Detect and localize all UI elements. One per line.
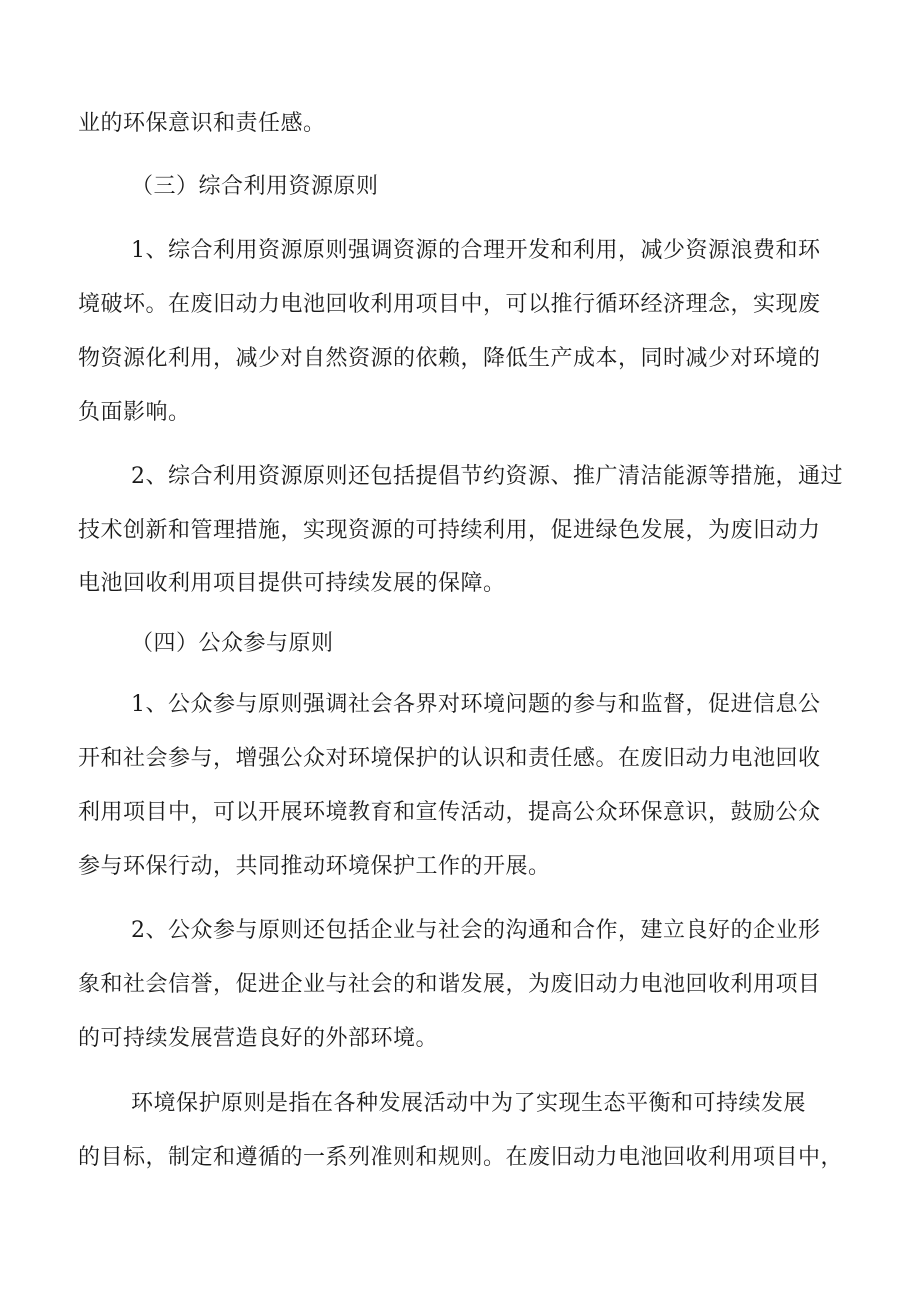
paragraph-line: 1、公众参与原则强调社会各界对环境问题的参与和监督，促进信息公 xyxy=(131,692,821,717)
paragraph-line: 2、综合利用资源原则还包括提倡节约资源、推广清洁能源等措施，通过 xyxy=(131,464,843,489)
paragraph-line: 2、公众参与原则还包括企业与社会的沟通和合作，建立良好的企业形 xyxy=(131,918,821,943)
paragraph-line: 负面影响。 xyxy=(78,400,191,425)
paragraph-line: 的可持续发展营造良好的外部环境。 xyxy=(78,1026,439,1051)
paragraph-line: 象和社会信誉，促进企业与社会的和谐发展，为废旧动力电池回收利用项目 xyxy=(78,972,821,997)
paragraph-line: 的目标，制定和遵循的一系列准则和规则。在废旧动力电池回收利用项目中， xyxy=(78,1145,844,1170)
paragraph-line: 开和社会参与，增强公众对环境保护的认识和责任感。在废旧动力电池回收 xyxy=(78,746,821,771)
section-heading-4: （四）公众参与原则 xyxy=(131,631,334,656)
paragraph-line: 电池回收利用项目提供可持续发展的保障。 xyxy=(78,571,506,596)
paragraph-line: 境破坏。在废旧动力电池回收利用项目中，可以推行循环经济理念，实现废 xyxy=(78,292,821,317)
paragraph-line: 技术创新和管理措施，实现资源的可持续利用，促进绿色发展，为废旧动力 xyxy=(78,518,821,543)
paragraph-line: 环境保护原则是指在各种发展活动中为了实现生态平衡和可持续发展 xyxy=(131,1091,807,1116)
paragraph-line: 利用项目中，可以开展环境教育和宣传活动，提高公众环保意识，鼓励公众 xyxy=(78,800,821,825)
paragraph-line: 参与环保行动，共同推动环境保护工作的开展。 xyxy=(78,854,551,879)
paragraph-line: 物资源化利用，减少对自然资源的依赖，降低生产成本，同时减少对环境的 xyxy=(78,346,821,371)
section-heading-3: （三）综合利用资源原则 xyxy=(131,174,379,199)
paragraph-line: 1、综合利用资源原则强调资源的合理开发和利用，减少资源浪费和环 xyxy=(131,238,821,263)
paragraph-line: 业的环保意识和责任感。 xyxy=(78,111,326,136)
